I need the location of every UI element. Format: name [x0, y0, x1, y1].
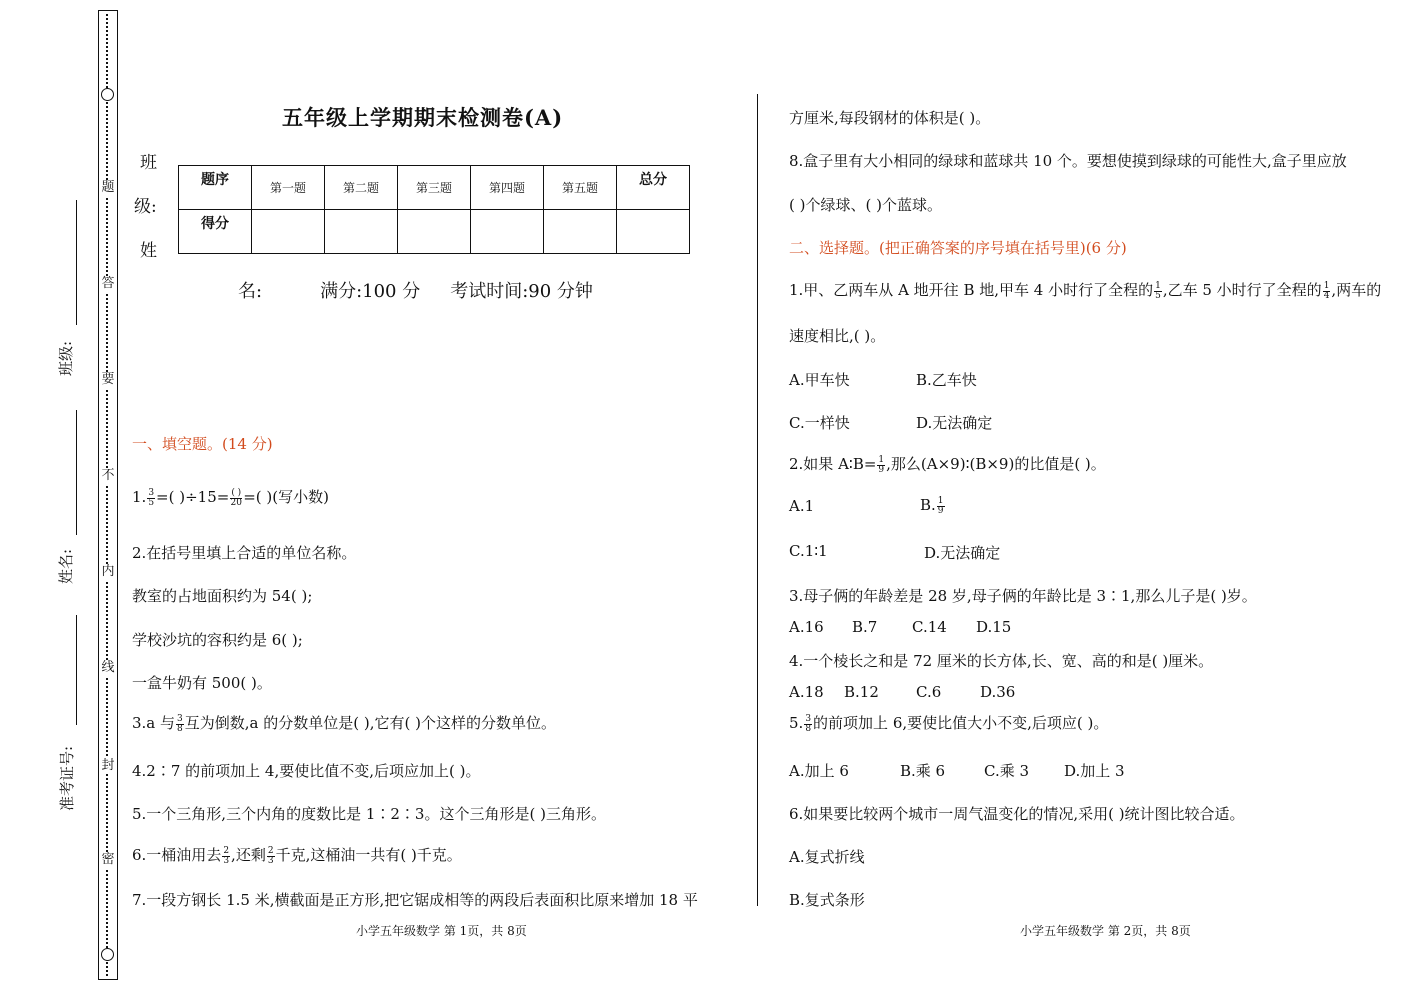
c1-text-a: 1.甲、乙两车从 A 地开往 B 地,甲车 4 小时行了全程的 [789, 281, 1154, 299]
exam-info-row [238, 277, 593, 303]
binding-dotted-line [106, 14, 108, 976]
score-header-total: 总分 [617, 166, 690, 210]
score-header-order: 题序 [179, 166, 252, 210]
score-header-q4: 第四题 [471, 166, 544, 210]
q6-f2-den: 3 [267, 855, 274, 866]
footer-page-2: 小学五年级数学 第 2页，共 8页 [1020, 924, 1191, 938]
footer-page-1: 小学五年级数学 第 1页，共 8页 [356, 924, 527, 938]
c2-option-b-label: B. [920, 496, 936, 514]
choice-3: 3.母子俩的年龄差是 28 岁,母子俩的年龄比是 3∶1,那么儿子是( )岁。 [789, 587, 1257, 605]
name-char-2: 名: [238, 281, 263, 302]
class-char-1: 班 [140, 153, 157, 173]
q3-text-b: 互为倒数,a 的分数单位是( ),它有( )个这样的分数单位。 [184, 714, 556, 732]
side-label-exam-no: 准考证号: [58, 745, 77, 812]
score-header-q2: 第二题 [325, 166, 398, 210]
score-table [178, 165, 690, 254]
q1-text-a: 1. [132, 488, 147, 506]
side-label-class: 班级: [57, 340, 76, 377]
c2-ob-num: 1 [937, 495, 944, 506]
q6-text-c: 千克,这桶油一共有( )千克。 [275, 846, 462, 864]
score-table-score-row [179, 210, 690, 254]
q3-f-num: 3 [177, 713, 183, 724]
choice-1 [789, 279, 1381, 301]
question-7-continued: 方厘米,每段钢材的体积是( )。 [789, 109, 991, 127]
choice-4-option-c: C.6 [916, 683, 942, 701]
question-5: 5.一个三角形,三个内角的度数比是 1∶2∶3。这个三角形是( )三角形。 [132, 805, 606, 823]
q6-text-b: ,还剩 [231, 846, 266, 864]
q1-f1-den: 5 [148, 497, 155, 508]
q6-f1-num: 2 [223, 845, 230, 856]
score-header-q1: 第一题 [252, 166, 325, 210]
binding-margin [98, 10, 118, 980]
question-6 [132, 844, 462, 866]
c1-f1-den: 5 [1155, 290, 1161, 301]
choice-1-option-d: D.无法确定 [916, 414, 993, 432]
class-write-line [76, 200, 77, 325]
c2-f-den: 9 [878, 464, 885, 475]
choice-2 [789, 453, 1106, 475]
c2-option-b-fraction [937, 497, 945, 516]
c1-f1-num: 1 [1155, 280, 1161, 291]
binding-hole-bottom [101, 948, 114, 961]
choice-1-option-c: C.一样快 [789, 414, 850, 432]
score-table-header-row [179, 166, 690, 210]
choice-6-option-a: A.复式折线 [789, 848, 865, 866]
q6-f2-num: 2 [267, 845, 274, 856]
c2-f-num: 1 [878, 454, 885, 465]
score-cell-q5[interactable] [544, 210, 617, 254]
full-score: 满分:100 分 [320, 281, 421, 302]
choice-6-option-b: B.复式条形 [789, 891, 865, 909]
binding-char-6: 线 [101, 660, 115, 675]
c5-f-den: 8 [805, 723, 812, 734]
choice-5 [789, 712, 1108, 734]
name-write-line [76, 410, 77, 535]
choice-3-option-d: D.15 [976, 618, 1012, 636]
choice-1-continued: 速度相比,( )。 [789, 327, 886, 345]
c2-text-b: ,那么(A×9)∶(B×9)的比值是( )。 [886, 455, 1106, 473]
exam-no-write-line [76, 615, 77, 725]
score-header-q3: 第三题 [398, 166, 471, 210]
choice-4-option-d: D.36 [980, 683, 1016, 701]
binding-char-4: 不 [101, 468, 115, 483]
c2-fraction [877, 456, 885, 475]
c1-f2-den: 4 [1323, 290, 1330, 301]
question-7: 7.一段方钢长 1.5 米,横截面是正方形,把它锯成相等的两段后表面积比原来增加 18 平 [132, 891, 698, 909]
c2-ob-den: 9 [937, 505, 944, 516]
page-title: 五年级上学期期末检测卷(A) [282, 105, 564, 130]
question-2b: 学校沙坑的容积约是 6( ); [132, 631, 303, 649]
score-row-label: 得分 [179, 210, 252, 254]
question-4: 4.2∶7 的前项加上 4,要使比值不变,后项应加上( )。 [132, 762, 481, 780]
c1-f2-num: 1 [1323, 280, 1330, 291]
score-cell-q1[interactable] [252, 210, 325, 254]
c2-text-a: 2.如果 A∶B= [789, 455, 877, 473]
c5-text-b: 的前项加上 6,要使比值大小不变,后项应( )。 [813, 714, 1109, 732]
q1-text-c: =( )(写小数) [243, 488, 329, 506]
score-cell-total[interactable] [617, 210, 690, 254]
c1-fraction-2 [1323, 282, 1331, 301]
question-1 [132, 486, 329, 508]
choice-1-option-b: B.乙车快 [916, 371, 977, 389]
choice-3-option-b: B.7 [852, 618, 878, 636]
choice-2-option-a: A.1 [789, 497, 815, 515]
choice-2-option-b [920, 496, 946, 516]
q1-text-b: =( )÷15= [156, 488, 230, 506]
choice-3-option-a: A.16 [789, 618, 824, 636]
binding-char-2: 答 [101, 276, 115, 291]
choice-5-option-a: A.加上 6 [789, 762, 849, 780]
choice-2-option-d: D.无法确定 [924, 544, 1001, 562]
question-8: 8.盒子里有大小相同的绿球和蓝球共 10 个。要想使摸到绿球的可能性大,盒子里应放 [789, 152, 1347, 170]
score-cell-q4[interactable] [471, 210, 544, 254]
score-cell-q3[interactable] [398, 210, 471, 254]
choice-4-option-a: A.18 [789, 683, 824, 701]
exam-time: 考试时间:90 分钟 [450, 281, 593, 302]
question-2: 2.在括号里填上合适的单位名称。 [132, 544, 357, 562]
c1-text-c: ,两车的 [1331, 281, 1382, 299]
c5-f-num: 3 [805, 713, 812, 724]
q1-fraction-2 [230, 489, 242, 508]
q6-f1-den: 3 [223, 855, 230, 866]
choice-5-option-c: C.乘 3 [984, 762, 1030, 780]
binding-char-5: 内 [101, 564, 115, 579]
choice-1-option-a: A.甲车快 [789, 371, 850, 389]
binding-char-3: 要 [101, 372, 115, 387]
q1-f2-den: 20 [230, 497, 242, 508]
question-2a: 教室的占地面积约为 54( ); [132, 587, 313, 605]
section-fill-in-title: 一、填空题。(14 分) [132, 435, 273, 453]
class-char-2: 级: [134, 197, 157, 217]
question-2c: 一盒牛奶有 500( )。 [132, 674, 272, 692]
c5-fraction [804, 715, 812, 734]
section-choice-title: 二、选择题。(把正确答案的序号填在括号里)(6 分) [789, 239, 1127, 257]
q1-f2-num: ( ) [231, 487, 242, 498]
q3-fraction [176, 715, 184, 734]
score-header-q5: 第五题 [544, 166, 617, 210]
binding-char-7: 封 [101, 758, 115, 773]
choice-4-option-b: B.12 [844, 683, 879, 701]
question-3 [132, 712, 556, 734]
c1-text-b: ,乙车 5 小时行了全程的 [1162, 281, 1322, 299]
q6-fraction-1 [222, 847, 230, 866]
q6-fraction-2 [267, 847, 275, 866]
choice-5-option-d: D.加上 3 [1064, 762, 1125, 780]
q6-text-a: 6.一桶油用去 [132, 846, 222, 864]
choice-6: 6.如果要比较两个城市一周气温变化的情况,采用( )统计图比较合适。 [789, 805, 1245, 823]
q3-f-den: 8 [177, 723, 183, 734]
binding-char-8: 密 [101, 852, 115, 867]
column-divider [757, 94, 758, 906]
q1-f1-num: 3 [148, 487, 155, 498]
c5-text-a: 5. [789, 714, 804, 732]
side-label-name: 姓名: [57, 548, 76, 585]
score-cell-q2[interactable] [325, 210, 398, 254]
name-char-1: 姓 [140, 241, 157, 261]
choice-3-option-c: C.14 [912, 618, 947, 636]
q3-text-a: 3.a 与 [132, 714, 176, 732]
choice-5-option-b: B.乘 6 [900, 762, 946, 780]
q1-fraction-1 [147, 489, 155, 508]
choice-4: 4.一个棱长之和是 72 厘米的长方体,长、宽、高的和是( )厘米。 [789, 652, 1214, 670]
binding-char-1: 题 [101, 180, 115, 195]
binding-hole-top [101, 88, 114, 101]
question-8-continued: ( )个绿球、( )个蓝球。 [789, 196, 942, 214]
choice-2-option-c: C.1∶1 [789, 542, 828, 560]
c1-fraction-1 [1154, 282, 1162, 301]
